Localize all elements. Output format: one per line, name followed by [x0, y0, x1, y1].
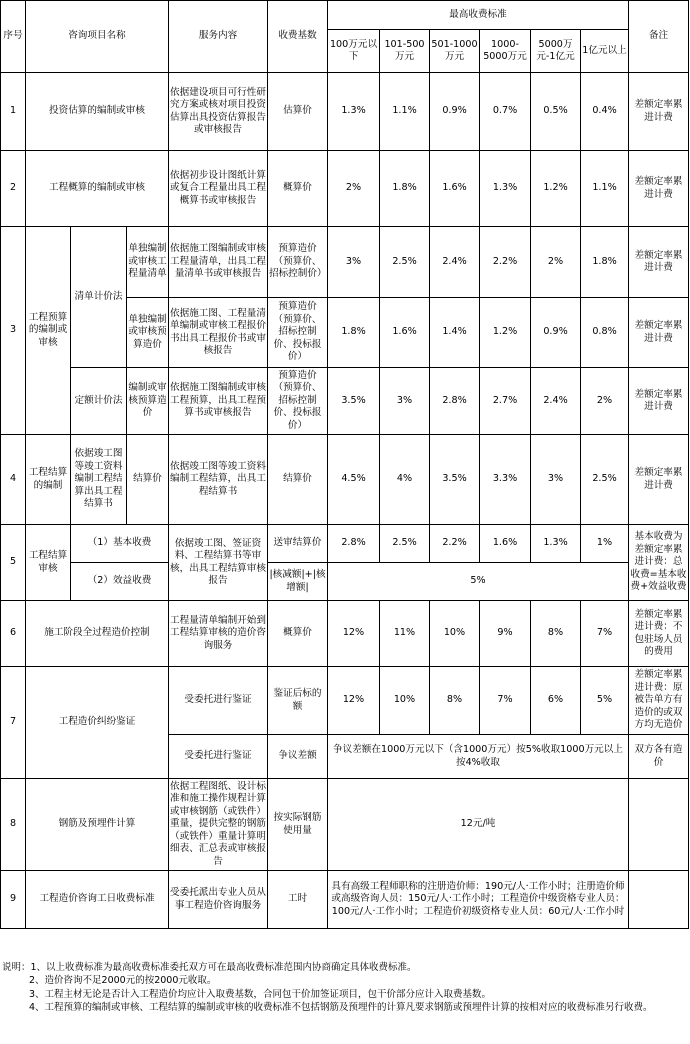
row-seq: 1 — [1, 73, 26, 151]
rate-cell: 1.6% — [430, 151, 480, 227]
rate-cell: 2.2% — [430, 525, 480, 563]
item-name: 工程预算的编制或审核 — [26, 227, 71, 435]
rate-cell: 3.5% — [328, 368, 380, 435]
rate-cell: 2.2% — [480, 227, 531, 298]
rate-cell: 1.6% — [480, 525, 531, 563]
rate-cell: 10% — [430, 601, 480, 667]
service-content: 依据竣工图、签证资料、工程结算书等审核，出具工程结算审核报告 — [169, 525, 268, 601]
header-row-top — [1, 1, 689, 30]
rate-cell: 12% — [328, 667, 380, 735]
rate-cell: 12元/吨 — [328, 779, 629, 871]
row-seq: 5 — [1, 525, 26, 601]
rate-cell: 7% — [581, 601, 629, 667]
row-seq: 4 — [1, 435, 26, 525]
rate-cell: 争议差额在1000万元以下（含1000万元）按5%收取1000万元以上按4%收取 — [328, 735, 629, 779]
rate-cell: 2.5% — [380, 525, 430, 563]
item-name: 工程造价纠纷鉴证 — [26, 667, 169, 779]
row-seq: 2 — [1, 151, 26, 227]
rate-cell: 5% — [581, 667, 629, 735]
rate-cell: 1.3% — [480, 151, 531, 227]
rate-cell: 2.5% — [380, 227, 430, 298]
remark: 差额定率累进计费：原被告单方有造价的或双方均无造价 — [629, 667, 689, 735]
service-content: 依据工程图纸、设计标准和施工操作规程计算或审核钢筋（或铁件）重量，提供完整的钢筋（或铁件）重量计算明细表、汇总表或审核报告 — [169, 779, 268, 871]
rate-cell: 3% — [531, 435, 581, 525]
table-row — [1, 871, 689, 929]
row-seq: 6 — [1, 601, 26, 667]
rate-cell: 0.9% — [531, 298, 581, 368]
sub-item: 依据竣工图等竣工资料编制工程结算出具工程结算书 — [71, 435, 127, 525]
col-service-header: 服务内容 — [169, 1, 268, 73]
rate-cell: 1.1% — [380, 73, 430, 151]
fee-base: |核减额|+|核增额| — [268, 563, 328, 601]
fee-base: 预算造价（预算价、招标控制价） — [268, 227, 328, 298]
rate-cell: 0.4% — [581, 73, 629, 151]
note-line: 2、造价咨询不足2000元的按2000元收取。 — [29, 975, 217, 987]
sub-item: （2）效益收费 — [71, 563, 169, 601]
rate-cell: 3.3% — [480, 435, 531, 525]
service-content: 依据建设项目可行性研究方案或核对项目投资估算出具投资估算报告或审核报告 — [169, 73, 268, 151]
rate-cell: 2.5% — [581, 435, 629, 525]
col-name-header: 咨询项目名称 — [26, 1, 169, 73]
service-content: 受委托派出专业人员从事工程造价咨询服务 — [169, 871, 268, 929]
rate-cell: 3% — [380, 368, 430, 435]
fee-base: 概算价 — [268, 601, 328, 667]
service-content: 工程量清单编制开始到工程结算审核的造价咨询服务 — [169, 601, 268, 667]
rate-cell: 2.8% — [328, 525, 380, 563]
notes-section — [2, 961, 686, 1015]
fee-base: 概算价 — [268, 151, 328, 227]
remark: 差额定率累进计费 — [629, 298, 689, 368]
fee-base: 预算造价（预算价、招标控制价、投标报价） — [268, 368, 328, 435]
rate-cell: 3% — [328, 227, 380, 298]
item-name: 投资估算的编制或审核 — [26, 73, 169, 151]
fee-base: 估算价 — [268, 73, 328, 151]
rate-cell: 2.7% — [480, 368, 531, 435]
tier-header: 501-1000万元 — [430, 30, 480, 73]
rate-cell: 2% — [531, 227, 581, 298]
table-row — [1, 151, 689, 227]
col-remark-header: 备注 — [629, 1, 689, 73]
rate-cell: 1.2% — [480, 298, 531, 368]
service-content: 依据施工图编制或审核工程量清单，出具工程量清单书或审核报告 — [169, 227, 268, 298]
rate-cell: 4% — [380, 435, 430, 525]
service-content: 依据初步设计图纸计算或复合工程量出具工程概算书或审核报告 — [169, 151, 268, 227]
rate-cell: 12% — [328, 601, 380, 667]
rate-cell: 8% — [430, 667, 480, 735]
rate-cell: 1.8% — [380, 151, 430, 227]
rate-cell: 0.8% — [581, 298, 629, 368]
rate-cell: 2.8% — [430, 368, 480, 435]
rate-cell: 2% — [581, 368, 629, 435]
fee-base: 结算价 — [268, 435, 328, 525]
sub-item: 编制或审核预算造价 — [127, 368, 169, 435]
rate-cell: 3.5% — [430, 435, 480, 525]
fee-base: 鉴证后标的额 — [268, 667, 328, 735]
service-content: 依据施工图、工程量清单编制或审核工程报价书出具工程报价书或审核报告 — [169, 298, 268, 368]
table-row — [1, 73, 689, 151]
row-seq: 3 — [1, 227, 26, 435]
pricing-method: 清单计价法 — [71, 227, 127, 368]
table-row — [1, 779, 689, 871]
rate-cell: 2.4% — [531, 368, 581, 435]
remark: 差额定率累进计费：不包驻场人员的费用 — [629, 601, 689, 667]
item-name: 工程造价咨询工日收费标准 — [26, 871, 169, 929]
remark: 差额定率累进计费 — [629, 435, 689, 525]
table-row — [1, 601, 689, 667]
remark — [629, 871, 689, 929]
remark: 差额定率累进计费 — [629, 73, 689, 151]
remark — [629, 779, 689, 871]
row-seq: 8 — [1, 779, 26, 871]
rate-cell: 0.9% — [430, 73, 480, 151]
table-row — [1, 227, 689, 298]
fee-base: 送审结算价 — [268, 525, 328, 563]
note-line: 4、工程预算的编制或审核、工程结算的编制或审核的收费标准不包括钢筋及预埋件的计算凡要求钢筋或预埋件计算的按相对应的收费标准另行收费。 — [29, 1002, 653, 1014]
item-name: 施工阶段全过程造价控制 — [26, 601, 169, 667]
sub-item: 单独编制或审核工程量清单 — [127, 227, 169, 298]
rate-cell: 8% — [531, 601, 581, 667]
rate-cell: 0.7% — [480, 73, 531, 151]
tier-header: 1000-5000万元 — [480, 30, 531, 73]
rate-cell: 2.4% — [430, 227, 480, 298]
rate-cell: 0.5% — [531, 73, 581, 151]
service-content: 依据竣工图等竣工资料编制工程结算，出具工程结算书 — [169, 435, 268, 525]
row-seq: 7 — [1, 667, 26, 779]
fee-base: 预算造价（预算价、招标控制价、投标报价） — [268, 298, 328, 368]
service-content: 依据施工图编制或审核工程预算，出具工程预算书或审核报告 — [169, 368, 268, 435]
table-row — [1, 667, 689, 735]
rate-cell: 1.4% — [430, 298, 480, 368]
max-rate-header: 最高收费标准 — [328, 1, 629, 30]
note-line: 3、工程主材无论是否计入工程造价均应计入取费基数，合同包干价加签证项目，包干价部分应计入取费基数。 — [29, 988, 492, 1000]
sub-item: 结算价 — [127, 435, 169, 525]
sub-item: 单独编制或审核预算造价 — [127, 298, 169, 368]
fee-base: 争议差额 — [268, 735, 328, 779]
rate-cell: 1.8% — [328, 298, 380, 368]
table-row — [1, 563, 689, 601]
table-row — [1, 525, 689, 563]
tier-header: 100万元以下 — [328, 30, 380, 73]
rate-cell: 7% — [480, 667, 531, 735]
remark: 双方各有造价 — [629, 735, 689, 779]
col-base-header: 收费基数 — [268, 1, 328, 73]
tier-header: 1亿元以上 — [581, 30, 629, 73]
pricing-method: 定额计价法 — [71, 368, 127, 435]
rate-cell: 10% — [380, 667, 430, 735]
fee-base: 工时 — [268, 871, 328, 929]
table-row — [1, 435, 689, 525]
rate-cell: 4.5% — [328, 435, 380, 525]
rate-cell: 2% — [328, 151, 380, 227]
remark: 差额定率累进计费 — [629, 368, 689, 435]
item-name: 工程结算审核 — [26, 525, 71, 601]
note-line: 说明：1、以上收费标准为最高收费标准委托双方可在最高收费标准范围内协商确定具体收费标准。 — [2, 962, 417, 973]
rate-cell: 1% — [581, 525, 629, 563]
remark: 基本收费为差额定率累进计费：总收费=基本收费+效益收费 — [629, 525, 689, 601]
item-name: 钢筋及预埋件计算 — [26, 779, 169, 871]
rate-cell: 1.6% — [380, 298, 430, 368]
rate-cell: 11% — [380, 601, 430, 667]
row-seq: 9 — [1, 871, 26, 929]
remark: 差额定率累进计费 — [629, 227, 689, 298]
tier-header: 5000万元-1亿元 — [531, 30, 581, 73]
tier-header: 101-500万元 — [380, 30, 430, 73]
rate-cell: 1.3% — [328, 73, 380, 151]
rate-cell: 6% — [531, 667, 581, 735]
table-row — [1, 368, 689, 435]
rate-cell: 9% — [480, 601, 531, 667]
item-name: 工程结算的编制 — [26, 435, 71, 525]
remark: 差额定率累进计费 — [629, 151, 689, 227]
sub-item: （1）基本收费 — [71, 525, 169, 563]
rate-cell: 1.1% — [581, 151, 629, 227]
rate-cell: 1.8% — [581, 227, 629, 298]
rate-cell: 1.3% — [531, 525, 581, 563]
service-content: 受委托进行鉴证 — [169, 735, 268, 779]
col-seq-header: 序号 — [1, 1, 26, 73]
fee-base: 按实际钢筋使用量 — [268, 779, 328, 871]
item-name: 工程概算的编制或审核 — [26, 151, 169, 227]
rate-cell: 5% — [328, 563, 629, 601]
service-content: 受委托进行鉴证 — [169, 667, 268, 735]
rate-cell: 具有高级工程师职称的注册造价师：190元/人·工作小时；注册造价师或高级咨询人员：150元/人·工作小时；工程造价中级资格专业人员：100元/人·工作小时；工程造价初级资格专业人员：60元/人·工作小时 — [328, 871, 629, 929]
rate-cell: 1.2% — [531, 151, 581, 227]
